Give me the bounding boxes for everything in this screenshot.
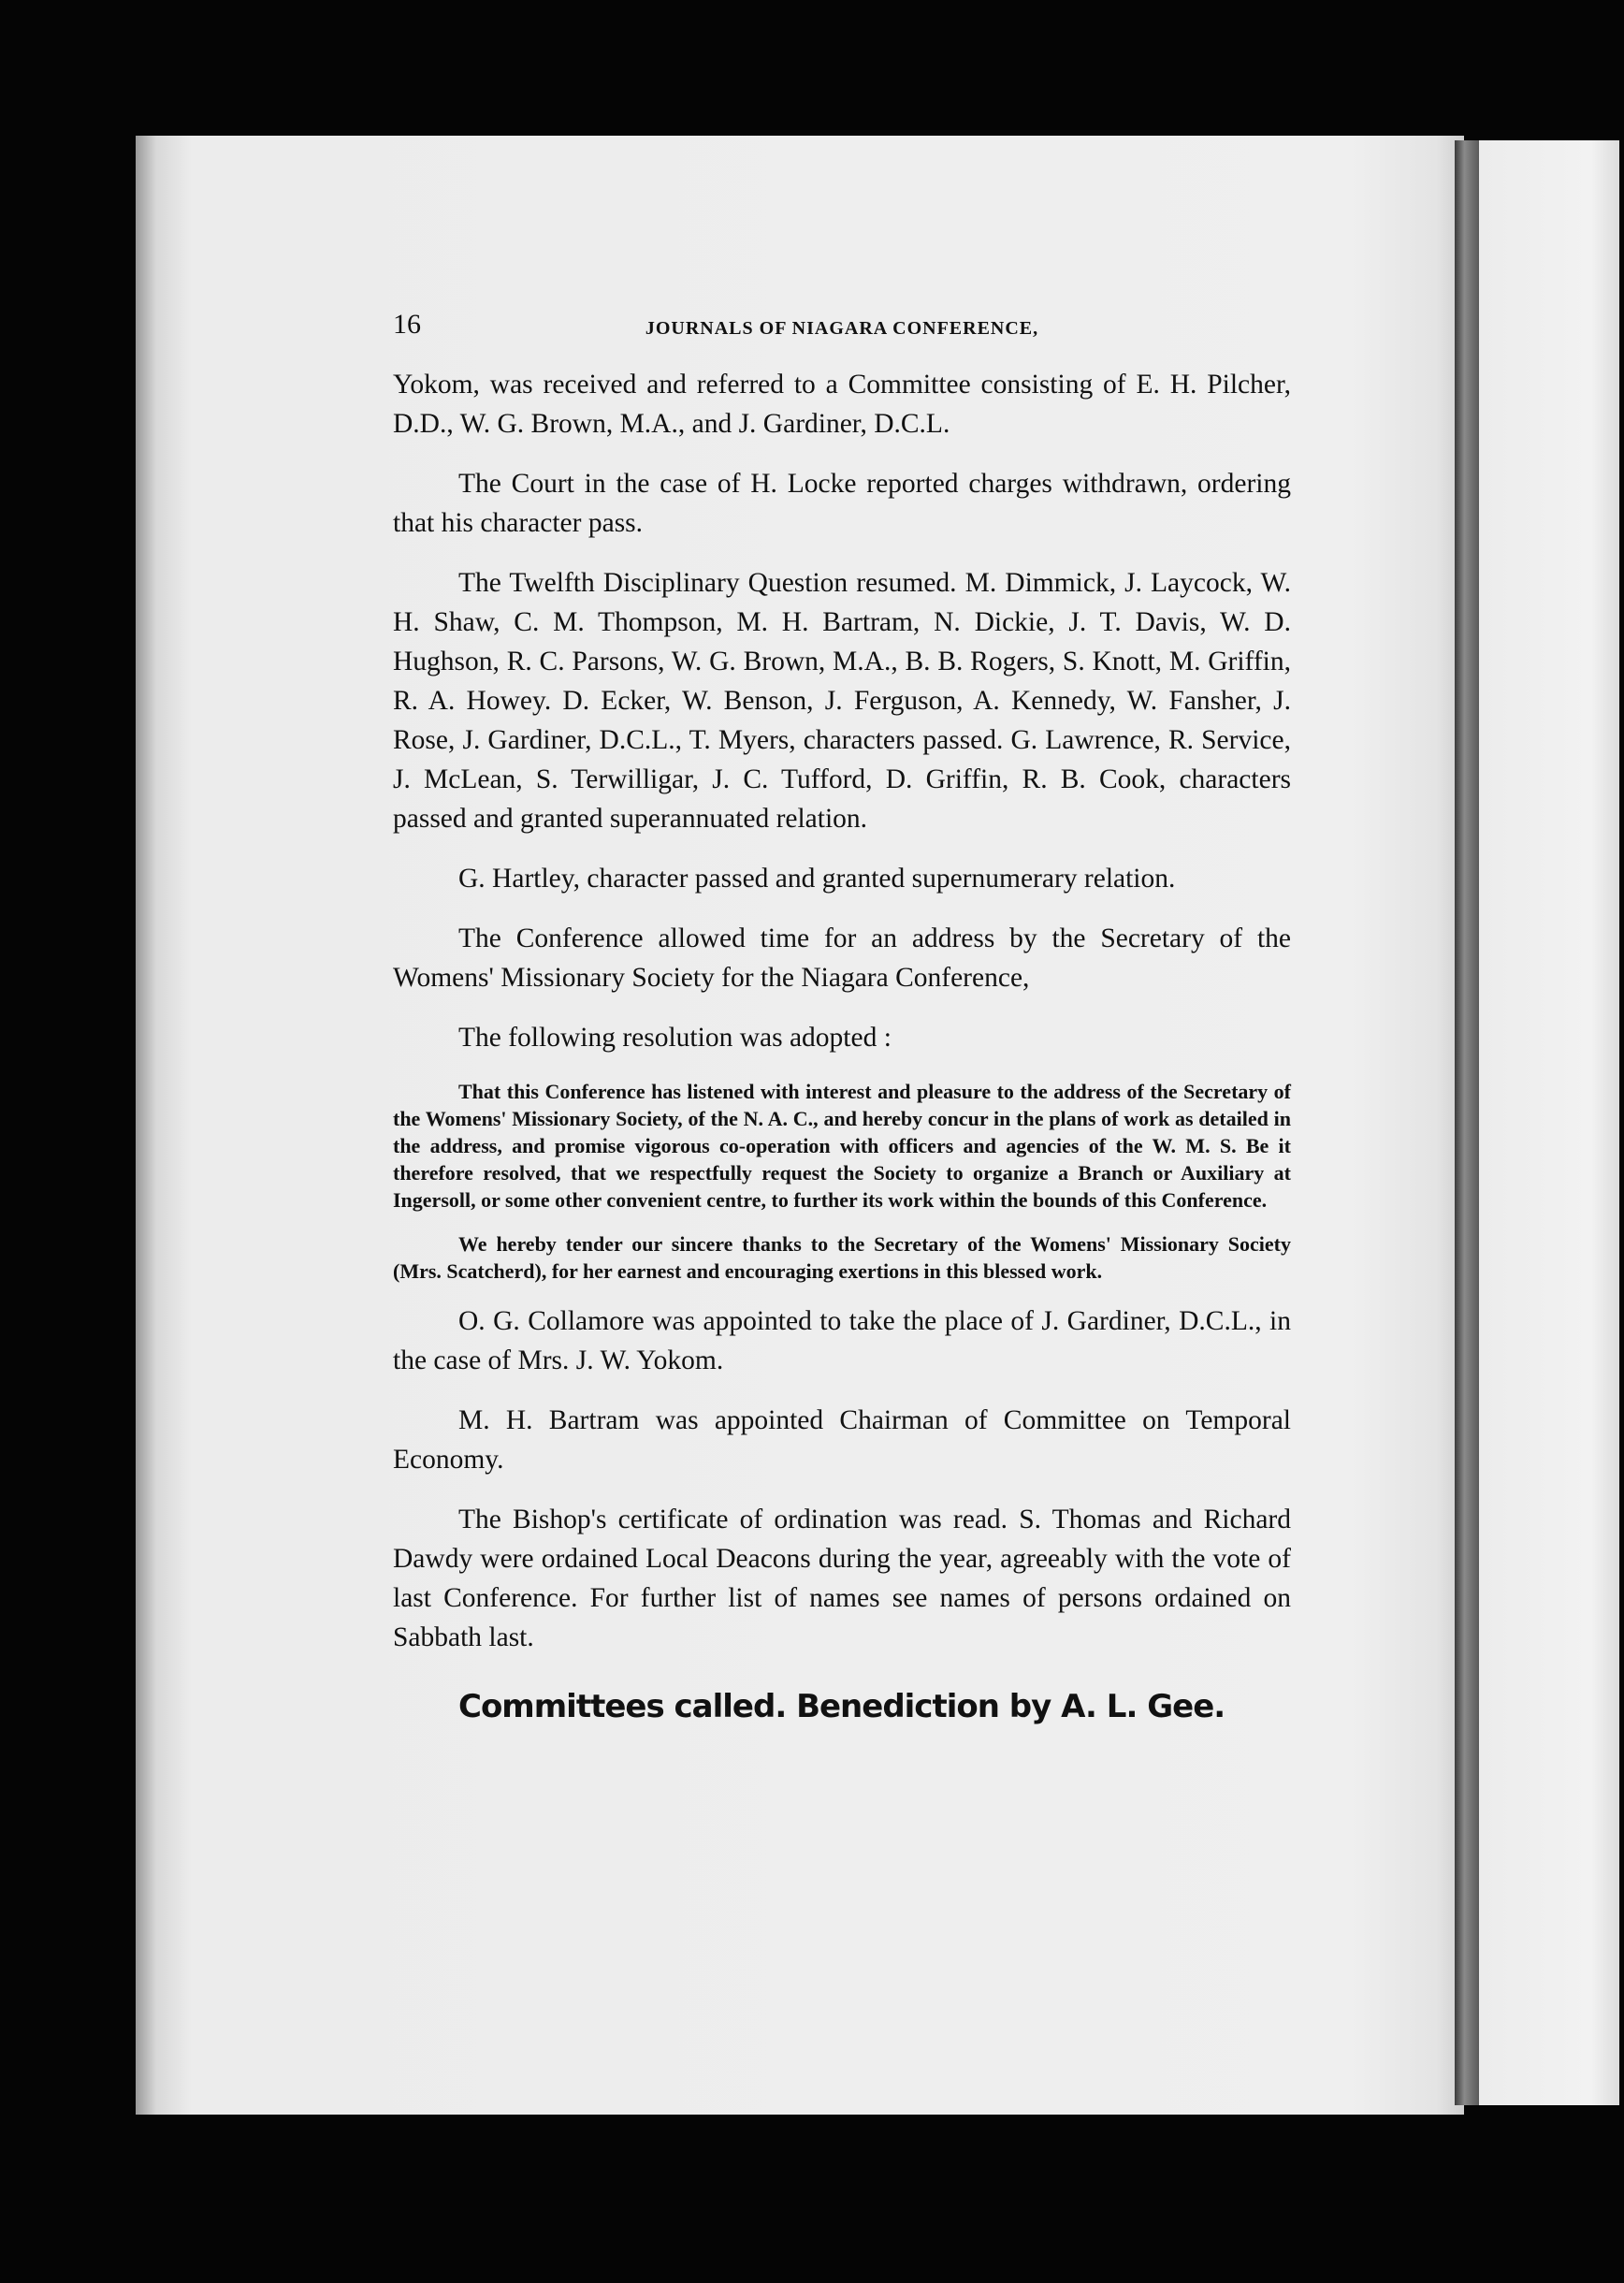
paragraph-hartley: G. Hartley, character passed and granted supernumerary relation. <box>458 864 1176 894</box>
paragraph-court: The Court in the case of H. Locke reported charges withdrawn, ordering that his character pass. <box>393 469 1291 538</box>
paragraph-disciplinary-question: The Twelfth Disciplinary Question resumed. M. Dimmick, J. Laycock, W. H. Shaw, C. M. Thompson, M. H. Bartram, N. Dickie, J. T. Davis, W. D. Hughson, R. C. Parsons, W. G. Brown, M.A., B. B. Rogers, S. Knott, M. Griffin, R. A. Howey. D. Ecker, W. Benson, J. Ferguson, A. Kennedy, W. Fansher, J. Rose, J. Gardiner, D.C.L., T. Myers, characters passed. G. Lawrence, R. Service, J. McLean, S. Terwilligar, J. C. Tufford, D. Griffin, R. B. Cook, characters passed and granted superannuated relation. <box>393 568 1291 834</box>
paragraph-address: The Conference allowed time for an address by the Secretary of the Womens' Missionary Society for the Niagara Conference, <box>393 923 1291 993</box>
page-number: 16 <box>393 309 421 340</box>
paragraph-resolution-intro: The following resolution was adopted : <box>458 1023 892 1053</box>
paragraph-ordination: The Bishop's certificate of ordination was read. S. Thomas and Richard Dawdy were ordained Local Deacons during the year, agreeably with the vote of last Conference. For further list of names see names of persons ordained on Sabbath last. <box>393 1505 1291 1652</box>
running-head: JOURNALS OF NIAGARA CONFERENCE, <box>645 318 1039 339</box>
page-header <box>393 309 1291 365</box>
resolution-thanks: We hereby tender our sincere thanks to the Secretary of the Womens' Missionary Society (Mrs. Scatcherd), for her earnest and encouraging exertions in this blessed work. <box>393 1232 1291 1283</box>
resolution-text: That this Conference has listened with interest and pleasure to the address of the Secretary of the Womens' Missionary Society, of the N. A. C., and hereby concur in the plans of work as detailed in the address, and promise vigorous co-operation with officers and agencies of the W. M. S. Be it therefore resolved, that we respectfully request the Society to organize a Branch or Auxiliary at Ingersoll, or some other convenient centre, to further its work within the bounds of this Conference. <box>393 1080 1291 1212</box>
book-spine <box>1455 140 1479 2105</box>
paragraph-committee: Yokom, was received and referred to a Committee consisting of E. H. Pilcher, D.D., W. G. Brown, M.A., and J. Gardiner, D.C.L. <box>393 370 1291 439</box>
closing-line: Committees called. Benediction by A. L. Gee. <box>458 1688 1225 1725</box>
page-content <box>393 309 1291 1728</box>
paragraph-collamore: O. G. Collamore was appointed to take the place of J. Gardiner, D.C.L., in the case of Mrs. J. W. Yokom. <box>393 1306 1291 1375</box>
paragraph-bartram: M. H. Bartram was appointed Chairman of Committee on Temporal Economy. <box>393 1405 1291 1475</box>
facing-page-edge <box>1479 140 1619 2105</box>
